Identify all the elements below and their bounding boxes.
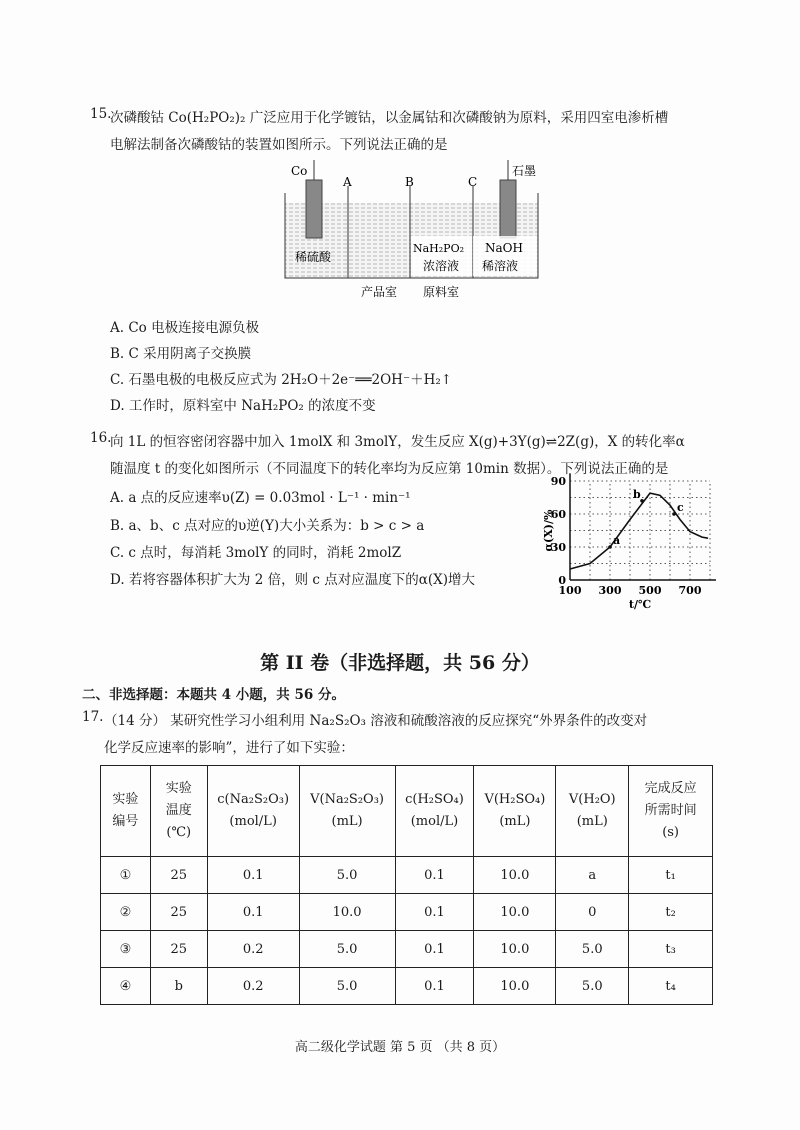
- experiment-table: [100, 765, 713, 1005]
- column-header: 实验 温度 (℃): [150, 766, 207, 857]
- co-label: Co: [291, 164, 308, 178]
- y-tick-label: 90: [550, 475, 566, 488]
- table-cell: 25: [150, 931, 207, 968]
- column-header: 实验 编号: [101, 766, 151, 857]
- point-label: a: [613, 534, 621, 547]
- table-cell: 0: [556, 894, 629, 931]
- naoh-label: NaOH: [485, 241, 523, 255]
- q16-stem: 向 1L 的恒容密闭容器中加入 1molX 和 3molY，发生反应 X(g)+3Y(g)⇌2Z(g)，X 的转化率α: [110, 434, 685, 450]
- option: B. C 采用阴离子交换膜: [110, 346, 252, 362]
- membrane-c-label: C: [468, 175, 478, 189]
- table-cell: ②: [101, 894, 151, 931]
- table-cell: 10.0: [474, 968, 556, 1005]
- data-point: [608, 545, 612, 549]
- table-cell: 0.1: [395, 968, 474, 1005]
- table-cell: 0.1: [395, 931, 474, 968]
- column-header: 完成反应 所需时间 (s): [629, 766, 713, 857]
- page-footer: 高二级化学试题 第 5 页 （共 8 页）: [294, 1040, 506, 1055]
- q17-stem: （14 分） 某研究性学习小组利用 Na₂S₂O₃ 溶液和硫酸溶液的反应探究“外界条件的改变对: [104, 713, 648, 729]
- table-cell: 0.1: [395, 857, 474, 894]
- table-cell: 5.0: [556, 931, 629, 968]
- option: A. a 点的反应速率υ(Z) = 0.03mol · L⁻¹ · min⁻¹: [110, 490, 411, 506]
- series-line: [570, 493, 708, 569]
- table-cell: 5.0: [299, 931, 395, 968]
- data-point: [640, 499, 644, 503]
- x-tick-label: 500: [638, 584, 662, 597]
- y-axis-label: α(X)/%: [542, 509, 555, 552]
- membrane-b-label: B: [405, 175, 414, 189]
- q16-stem: 随温度 t 的变化如图所示（不同温度下的转化率均为反应第 10min 数据）。下列说法正确的是: [110, 461, 669, 477]
- table-cell: b: [150, 968, 207, 1005]
- table-cell: 0.1: [207, 857, 299, 894]
- option: B. a、b、c 点对应的υ逆(Y)大小关系为：b > c > a: [110, 518, 425, 534]
- table-cell: 10.0: [474, 894, 556, 931]
- conversion-chart: [540, 465, 745, 615]
- raw-room-label: 原料室: [423, 285, 460, 299]
- table-cell: 25: [150, 857, 207, 894]
- table-cell: 5.0: [299, 968, 395, 1005]
- graphite-label: 石墨: [512, 164, 537, 178]
- table-cell: 25: [150, 894, 207, 931]
- table-cell: 10.0: [474, 931, 556, 968]
- q15-stem: 次磷酸钴 Co(H₂PO₂)₂ 广泛应用于化学镀钴，以金属钴和次磷酸钠为原料，采用四室电渗析槽: [110, 110, 669, 126]
- table-cell: t₃: [629, 931, 713, 968]
- option: D. 工作时，原料室中 NaH₂PO₂ 的浓度不变: [110, 398, 376, 414]
- data-point: [672, 512, 676, 516]
- membrane-a-label: A: [343, 175, 352, 189]
- column-header: V(H₂O) (mL): [556, 766, 629, 857]
- dilute-label: 稀溶液: [482, 259, 519, 273]
- y-tick-label: 30: [550, 541, 566, 554]
- x-tick-label: 700: [678, 584, 702, 597]
- table-cell: 0.2: [207, 968, 299, 1005]
- table-row: [101, 931, 713, 968]
- section-subtitle: 二、非选择题：本题共 4 小题，共 56 分。: [82, 687, 345, 703]
- table-cell: t₄: [629, 968, 713, 1005]
- electrolysis-diagram: [283, 158, 543, 303]
- question-number: 16.: [90, 430, 112, 446]
- conc-label: 浓溶液: [423, 259, 460, 273]
- table-cell: t₂: [629, 894, 713, 931]
- section-title: 第 II 卷（非选择题，共 56 分）: [260, 652, 540, 674]
- column-header: V(H₂SO₄) (mL): [474, 766, 556, 857]
- y-tick-label: 60: [550, 508, 566, 521]
- table-row: [101, 968, 713, 1005]
- column-header: V(Na₂S₂O₃) (mL): [299, 766, 395, 857]
- table-cell: ①: [101, 857, 151, 894]
- table-cell: 5.0: [556, 968, 629, 1005]
- table-cell: 0.1: [207, 894, 299, 931]
- table-row: [101, 894, 713, 931]
- question-number: 17.: [82, 709, 104, 725]
- y-tick-label: 0: [558, 574, 566, 587]
- option: C. 石墨电极的电极反应式为 2H₂O＋2e⁻══2OH⁻＋H₂↑: [110, 372, 453, 388]
- question-number: 15.: [90, 106, 112, 122]
- table-cell: 0.1: [395, 894, 474, 931]
- x-axis-label: t/℃: [628, 598, 652, 611]
- point-label: b: [633, 487, 641, 501]
- product-room-label: 产品室: [361, 285, 398, 299]
- option: D. 若将容器体积扩大为 2 倍，则 c 点对应温度下的α(X)增大: [110, 572, 476, 588]
- column-header: c(Na₂S₂O₃) (mol/L): [207, 766, 299, 857]
- column-header: c(H₂SO₄) (mol/L): [395, 766, 474, 857]
- table-cell: 10.0: [299, 894, 395, 931]
- table-cell: 10.0: [474, 857, 556, 894]
- table-cell: a: [556, 857, 629, 894]
- point-label: c: [677, 501, 684, 514]
- option: C. c 点时，每消耗 3molY 的同时，消耗 2molZ: [110, 545, 402, 561]
- q17-stem: 化学反应速率的影响”，进行了如下实验：: [104, 740, 354, 756]
- x-tick-label: 100: [558, 584, 582, 597]
- table-cell: 0.2: [207, 931, 299, 968]
- x-tick-label: 300: [598, 584, 622, 597]
- table-row: [101, 857, 713, 894]
- acid-label: 稀硫酸: [295, 250, 332, 264]
- q15-stem: 电解法制备次磷酸钴的装置如图所示。下列说法正确的是: [110, 137, 448, 153]
- table-cell: ④: [101, 968, 151, 1005]
- table-cell: 5.0: [299, 857, 395, 894]
- table-cell: ③: [101, 931, 151, 968]
- option: A. Co 电极连接电源负极: [110, 320, 260, 336]
- nah2po2-label: NaH₂PO₂: [413, 242, 465, 255]
- table-cell: t₁: [629, 857, 713, 894]
